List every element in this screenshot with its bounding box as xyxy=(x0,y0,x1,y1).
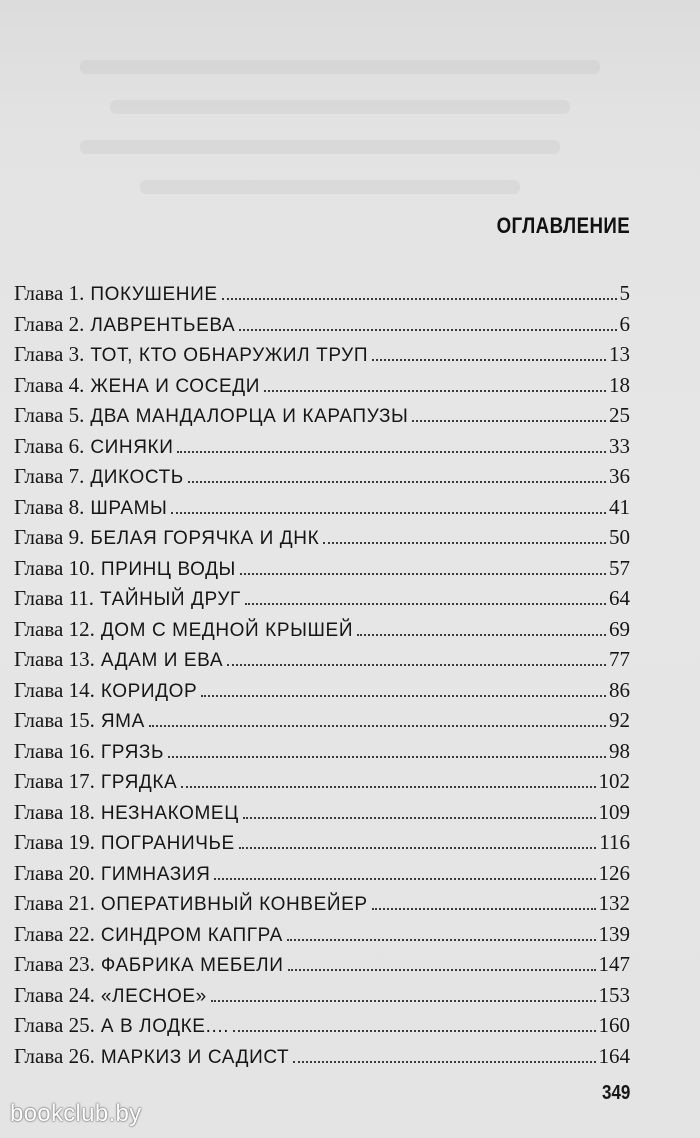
dot-leader xyxy=(227,664,606,666)
toc-entry[interactable] xyxy=(14,431,630,462)
chapter-page: 33 xyxy=(609,433,630,458)
chapter-title: ФАБРИКА МЕБЕЛИ xyxy=(100,955,284,976)
chapter-title: ПОГРАНИЧЬЕ xyxy=(100,833,235,854)
chapter-number: Глава 12. xyxy=(14,616,95,641)
toc-entry[interactable] xyxy=(14,858,630,889)
bleed-through-text xyxy=(110,100,570,114)
chapter-number: Глава 17. xyxy=(14,769,95,793)
chapter-page: 116 xyxy=(599,830,630,854)
chapter-page: 77 xyxy=(609,647,630,671)
chapter-page: 98 xyxy=(609,738,630,763)
chapter-title: «ЛЕСНОЕ» xyxy=(100,985,207,1007)
chapter-number: Глава 2. xyxy=(14,311,85,336)
chapter-title: СИНДРОМ КАПГРА xyxy=(100,924,283,946)
dot-leader xyxy=(245,603,606,605)
chapter-title: ТОТ, КТО ОБНАРУЖИЛ ТРУП xyxy=(90,345,369,366)
dot-leader xyxy=(214,878,595,880)
chapter-title: ГИМНАЗИЯ xyxy=(100,863,211,885)
toc-entry[interactable] xyxy=(14,644,630,675)
chapter-number: Глава 24. xyxy=(14,982,95,1007)
bleed-through-text xyxy=(80,140,560,154)
dot-leader xyxy=(211,1000,596,1002)
dot-leader xyxy=(222,298,617,300)
toc-list xyxy=(14,278,630,1071)
toc-entry[interactable] xyxy=(14,736,630,767)
chapter-title: АДАМ И ЕВА xyxy=(100,650,224,671)
chapter-page: 57 xyxy=(609,555,630,580)
dot-leader xyxy=(243,817,596,819)
chapter-title: ЖЕНА И СОСЕДИ xyxy=(90,375,260,397)
toc-entry[interactable] xyxy=(14,1010,630,1041)
chapter-number: Глава 21. xyxy=(14,891,95,915)
chapter-number: Глава 20. xyxy=(14,860,95,885)
toc-entry[interactable] xyxy=(14,339,630,370)
dot-leader xyxy=(372,359,606,361)
toc-entry[interactable] xyxy=(14,553,630,584)
chapter-number: Глава 22. xyxy=(14,921,95,946)
dot-leader xyxy=(188,481,606,483)
chapter-page: 18 xyxy=(609,372,630,397)
dot-leader xyxy=(323,542,606,544)
dot-leader xyxy=(264,390,606,392)
chapter-page: 13 xyxy=(609,342,630,366)
chapter-title: ПОКУШЕНИЕ xyxy=(90,284,218,305)
dot-leader xyxy=(412,420,606,422)
chapter-page: 5 xyxy=(619,281,630,305)
bleed-through-text xyxy=(80,60,600,74)
chapter-page: 69 xyxy=(609,616,630,641)
chapter-number: Глава 9. xyxy=(14,525,85,549)
toc-entry[interactable] xyxy=(14,766,630,797)
chapter-page: 92 xyxy=(609,708,630,732)
chapter-title: ОПЕРАТИВНЫЙ КОНВЕЙЕР xyxy=(100,894,368,915)
chapter-page: 132 xyxy=(598,891,630,915)
dot-leader xyxy=(177,451,606,453)
chapter-title: А В ЛОДКЕ.... xyxy=(100,1016,230,1037)
chapter-page: 160 xyxy=(598,1013,630,1037)
chapter-title: БЕЛАЯ ГОРЯЧКА И ДНК xyxy=(90,528,320,549)
dot-leader xyxy=(233,1030,595,1032)
toc-entry[interactable] xyxy=(14,492,630,523)
chapter-page: 147 xyxy=(598,952,630,976)
toc-entry[interactable] xyxy=(14,705,630,736)
chapter-number: Глава 8. xyxy=(14,494,85,519)
chapter-title: МАРКИЗ И САДИСТ xyxy=(100,1046,290,1068)
chapter-title: ГРЯДКА xyxy=(100,772,178,793)
chapter-number: Глава 15. xyxy=(14,708,95,732)
chapter-number: Глава 6. xyxy=(14,433,85,458)
chapter-number: Глава 7. xyxy=(14,464,85,488)
toc-entry[interactable] xyxy=(14,797,630,828)
chapter-number: Глава 16. xyxy=(14,738,95,763)
chapter-page: 36 xyxy=(609,464,630,488)
toc-entry[interactable] xyxy=(14,583,630,614)
dot-leader xyxy=(372,908,596,910)
chapter-page: 126 xyxy=(598,860,630,885)
dot-leader xyxy=(201,695,606,697)
toc-entry[interactable] xyxy=(14,949,630,980)
toc-entry[interactable] xyxy=(14,675,630,706)
toc-entry[interactable] xyxy=(14,522,630,553)
chapter-number: Глава 18. xyxy=(14,799,95,824)
dot-leader xyxy=(240,573,606,575)
dot-leader xyxy=(287,939,596,941)
toc-entry[interactable] xyxy=(14,888,630,919)
dot-leader xyxy=(357,634,606,636)
chapter-title: НЕЗНАКОМЕЦ xyxy=(100,802,239,824)
dot-leader xyxy=(181,786,595,788)
chapter-title: ТАЙНЫЙ ДРУГ xyxy=(100,589,241,610)
dot-leader xyxy=(293,1061,595,1063)
dot-leader xyxy=(149,725,606,727)
chapter-number: Глава 4. xyxy=(14,372,85,397)
chapter-page: 86 xyxy=(609,677,630,702)
toc-entry[interactable] xyxy=(14,827,630,858)
dot-leader xyxy=(239,847,596,849)
dot-leader xyxy=(171,512,606,514)
toc-entry[interactable] xyxy=(14,400,630,431)
toc-title: ОГЛАВЛЕНИЕ xyxy=(496,213,630,238)
chapter-page: 164 xyxy=(598,1043,630,1068)
toc-entry[interactable] xyxy=(14,309,630,340)
chapter-page: 102 xyxy=(598,769,630,793)
chapter-number: Глава 5. xyxy=(14,403,85,427)
toc-entry[interactable] xyxy=(14,370,630,401)
chapter-title: ЯМА xyxy=(100,711,145,732)
chapter-title: ДОМ С МЕДНОЙ КРЫШЕЙ xyxy=(100,619,354,641)
chapter-number: Глава 23. xyxy=(14,952,95,976)
chapter-page: 109 xyxy=(598,799,630,824)
chapter-title: ДИКОСТЬ xyxy=(90,467,184,488)
dot-leader xyxy=(288,969,596,971)
chapter-page: 25 xyxy=(609,403,630,427)
chapter-page: 153 xyxy=(598,982,630,1007)
chapter-number: Глава 25. xyxy=(14,1013,95,1037)
chapter-page: 64 xyxy=(609,586,630,610)
chapter-page: 41 xyxy=(609,494,630,519)
chapter-title: ДВА МАНДАЛОРЦА И КАРАПУЗЫ xyxy=(90,406,409,427)
chapter-number: Глава 1. xyxy=(14,281,85,305)
chapter-number: Глава 13. xyxy=(14,647,95,671)
page-number: 349 xyxy=(601,1082,630,1104)
chapter-number: Глава 14. xyxy=(14,677,95,702)
toc-entry[interactable] xyxy=(14,1041,630,1072)
chapter-page: 6 xyxy=(619,311,630,336)
chapter-number: Глава 26. xyxy=(14,1043,95,1068)
toc-entry[interactable] xyxy=(14,461,630,492)
chapter-page: 50 xyxy=(609,525,630,549)
chapter-title: КОРИДОР xyxy=(100,680,198,702)
chapter-number: Глава 10. xyxy=(14,555,95,580)
chapter-title: ПРИНЦ ВОДЫ xyxy=(100,558,236,580)
watermark: bookclub.by xyxy=(10,1100,142,1127)
chapter-title: ШРАМЫ xyxy=(90,497,168,519)
toc-entry[interactable] xyxy=(14,614,630,645)
toc-entry[interactable] xyxy=(14,278,630,309)
dot-leader xyxy=(239,329,616,331)
toc-entry[interactable] xyxy=(14,980,630,1011)
dot-leader xyxy=(168,756,606,758)
bleed-through-text xyxy=(140,180,520,194)
chapter-number: Глава 19. xyxy=(14,830,95,854)
chapter-title: СИНЯКИ xyxy=(90,436,174,458)
chapter-page: 139 xyxy=(598,921,630,946)
chapter-title: ГРЯЗЬ xyxy=(100,741,165,763)
chapter-number: Глава 11. xyxy=(14,586,95,610)
chapter-title: ЛАВРЕНТЬЕВА xyxy=(90,314,236,336)
chapter-number: Глава 3. xyxy=(14,342,85,366)
toc-entry[interactable] xyxy=(14,919,630,950)
